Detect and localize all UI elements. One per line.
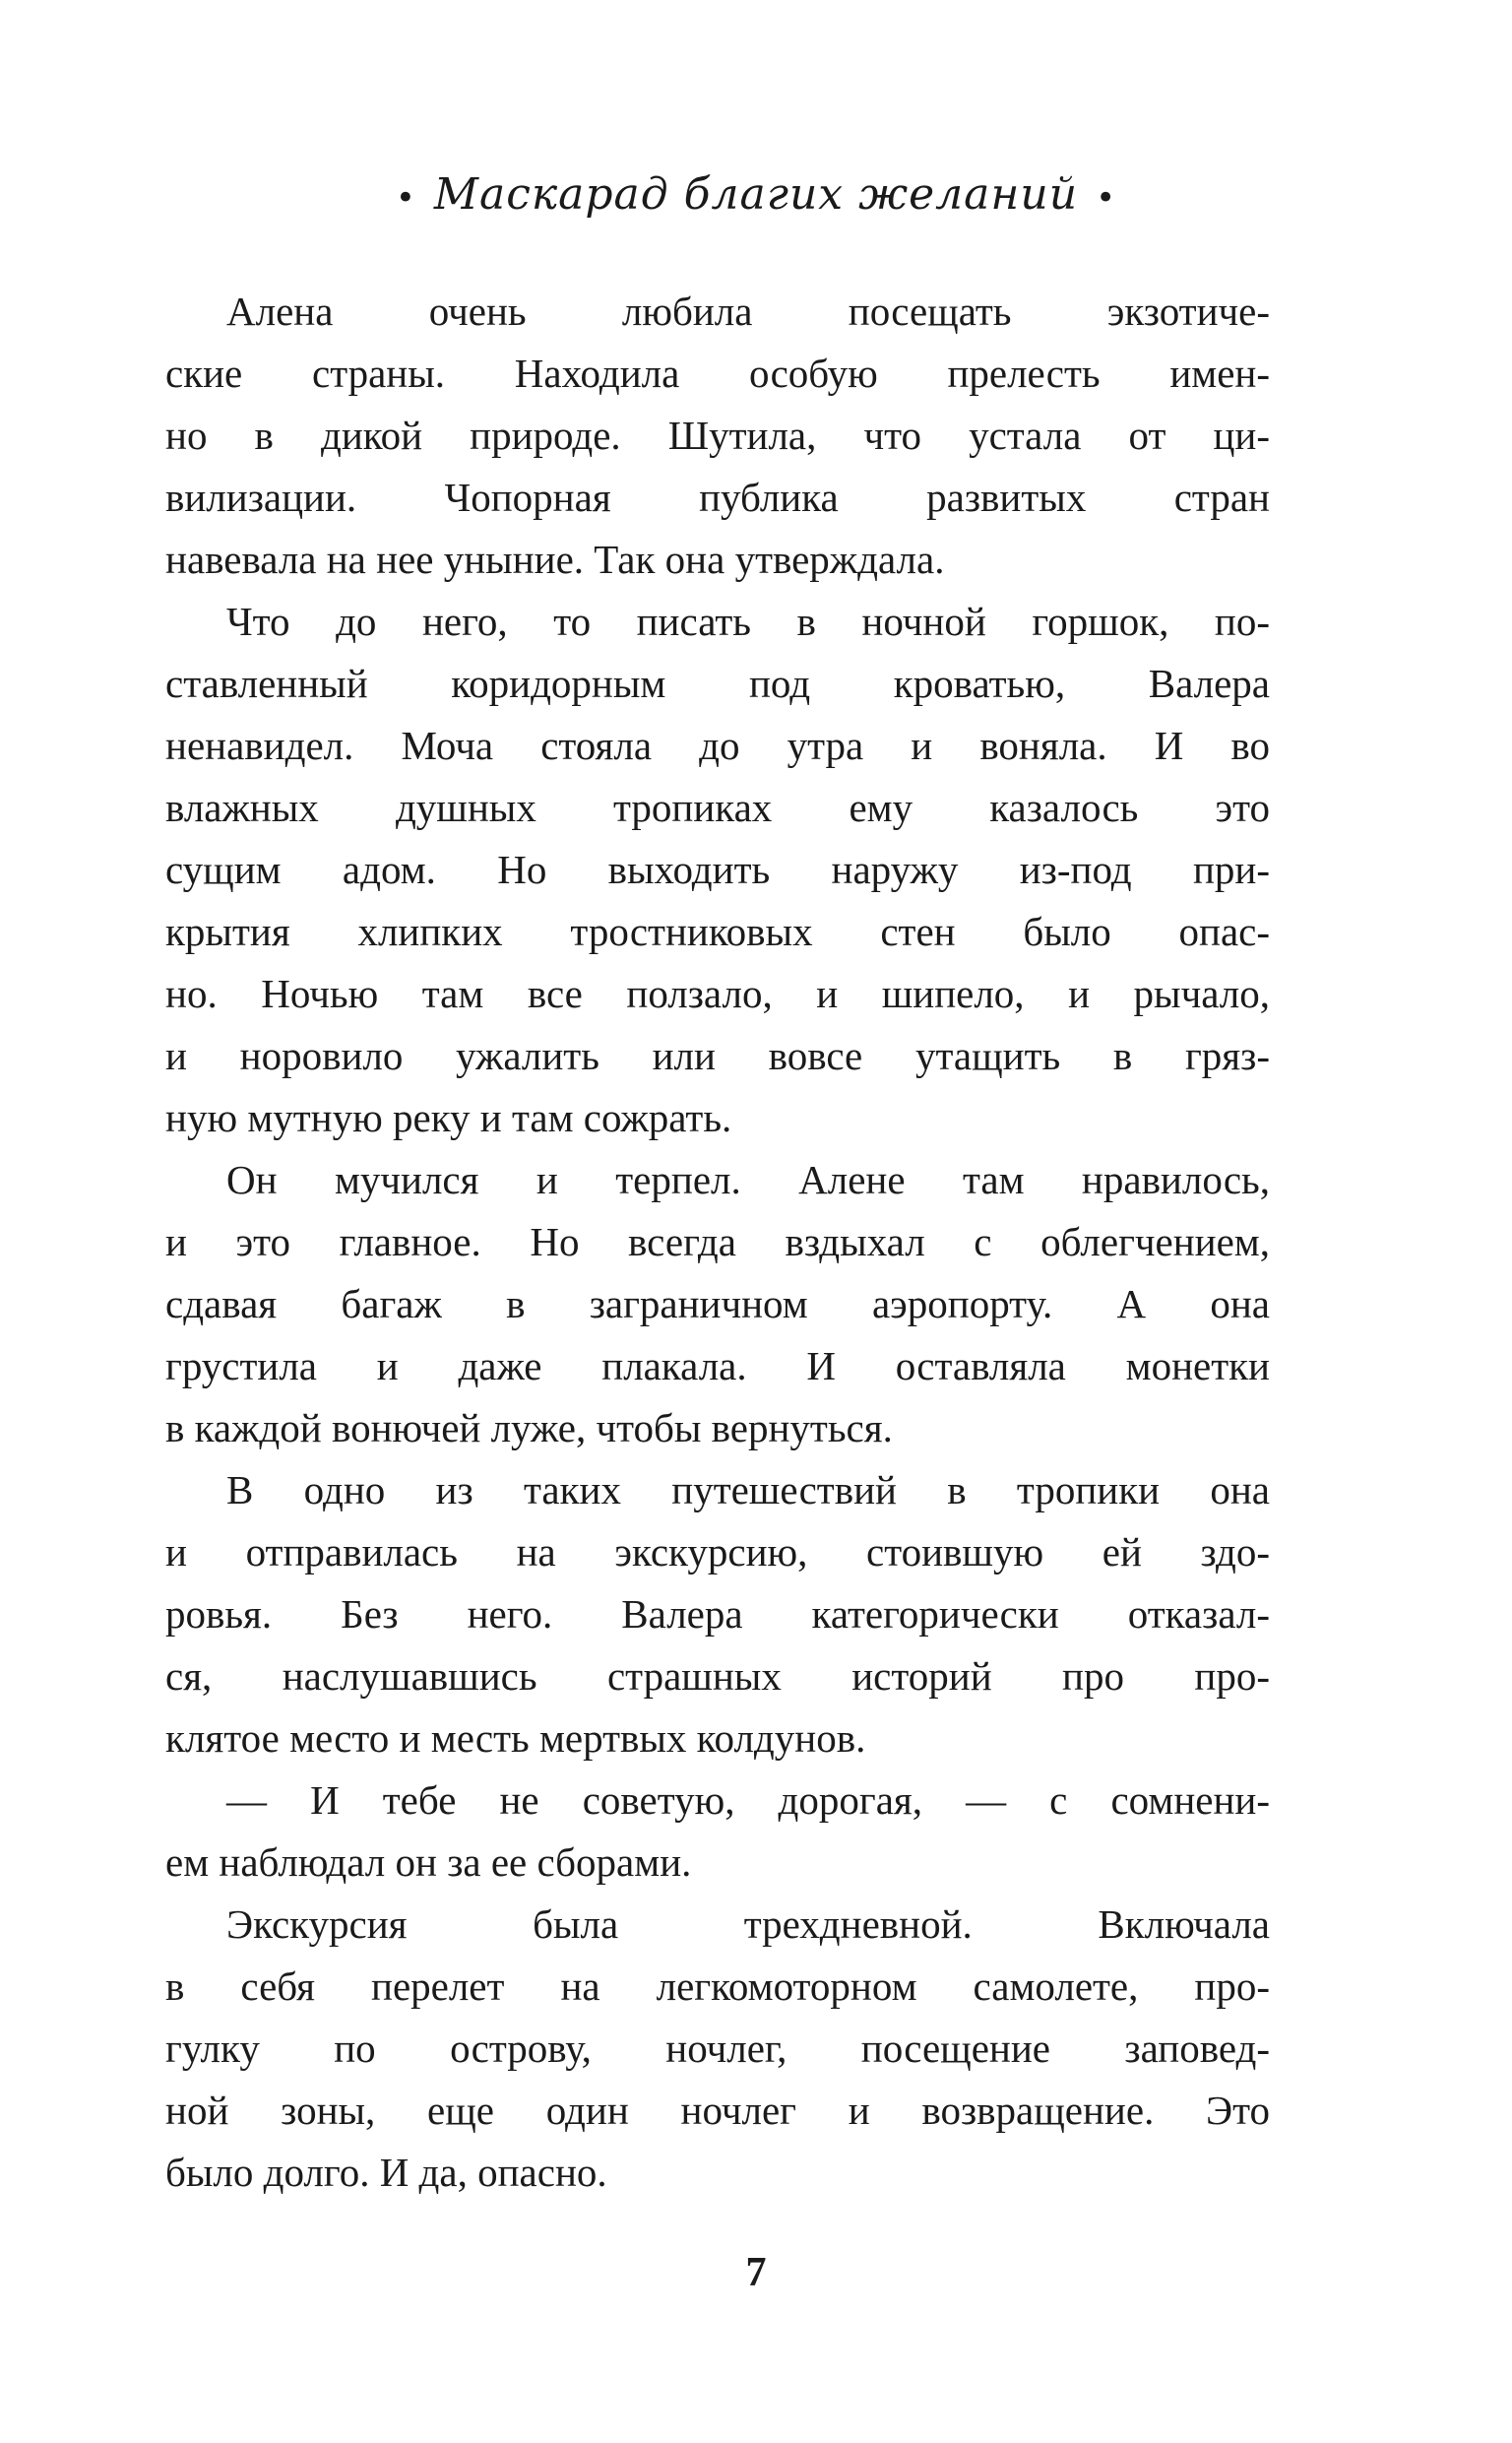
text-line: влажных душных тропиках ему казалось это xyxy=(165,785,1270,830)
text-line: в каждой вонючей луже, чтобы вернуться. xyxy=(165,1405,893,1450)
text-line: навевала на нее уныние. Так она утверждала. xyxy=(165,537,945,582)
text-line: ненавидел. Моча стояла до утра и воняла. И во xyxy=(165,723,1270,768)
text-line: сущим адом. Но выходить наружу из-под при- xyxy=(165,847,1270,892)
text-line: но. Ночью там все ползало, и шипело, и рычало, xyxy=(165,971,1270,1016)
running-header xyxy=(0,169,1512,220)
paragraph xyxy=(165,1894,1270,2204)
text-line: крытия хлипких тростниковых стен было опас- xyxy=(165,909,1270,954)
text-line: грустила и даже плакала. И оставляла монетки xyxy=(165,1343,1270,1388)
body-text xyxy=(165,281,1270,2204)
text-line: было долго. И да, опасно. xyxy=(165,2150,607,2195)
text-line: но в дикой природе. Шутила, что устала от ци- xyxy=(165,413,1270,458)
text-line: клятое место и месть мертвых колдунов. xyxy=(165,1715,866,1761)
header-bullet-right: • xyxy=(1096,177,1117,218)
text-line: ровья. Без него. Валера категорически отказал- xyxy=(165,1591,1270,1637)
paragraph xyxy=(165,1459,1270,1769)
text-line: и отправилась на экскурсию, стоившую ей здо- xyxy=(165,1529,1270,1575)
text-line: Он мучился и терпел. Алене там нравилось, xyxy=(226,1157,1270,1202)
text-line: вилизации. Чопорная публика развитых стран xyxy=(165,475,1270,520)
text-line: В одно из таких путешествий в тропики она xyxy=(226,1467,1270,1512)
paragraph xyxy=(165,1149,1270,1459)
text-line: и норовило ужалить или вовсе утащить в гряз- xyxy=(165,1033,1270,1078)
text-line: ся, наслушавшись страшных историй про про- xyxy=(165,1653,1270,1699)
paragraph xyxy=(165,1769,1270,1894)
text-line: и это главное. Но всегда вздыхал с облегчением, xyxy=(165,1219,1270,1264)
paragraph xyxy=(165,281,1270,591)
text-line: ной зоны, еще один ночлег и возвращение. Это xyxy=(165,2088,1270,2133)
text-line: в себя перелет на легкомоторном самолете, про- xyxy=(165,1963,1270,2009)
header-title: Маскарад благих желаний xyxy=(433,169,1079,220)
text-line: сдавая багаж в заграничном аэропорту. А она xyxy=(165,1281,1270,1326)
text-line: ем наблюдал он за ее сборами. xyxy=(165,1839,692,1885)
text-line: гулку по острову, ночлег, посещение заповед- xyxy=(165,2025,1270,2071)
text-line: Экскурсия была трехдневной. Включала xyxy=(226,1901,1270,1947)
text-line: Что до него, то писать в ночной горшок, по- xyxy=(226,599,1270,644)
text-line: ские страны. Находила особую прелесть имен- xyxy=(165,351,1270,396)
text-line: Алена очень любила посещать экзотиче- xyxy=(226,289,1270,334)
text-line: ную мутную реку и там сожрать. xyxy=(165,1095,732,1140)
text-line: — И тебе не советую, дорогая, — с сомнени- xyxy=(226,1777,1270,1823)
header-bullet-left: • xyxy=(395,177,416,218)
paragraph xyxy=(165,591,1270,1149)
page-number: 7 xyxy=(745,2250,767,2295)
text-line: ставленный коридорным под кроватью, Валера xyxy=(165,661,1270,706)
